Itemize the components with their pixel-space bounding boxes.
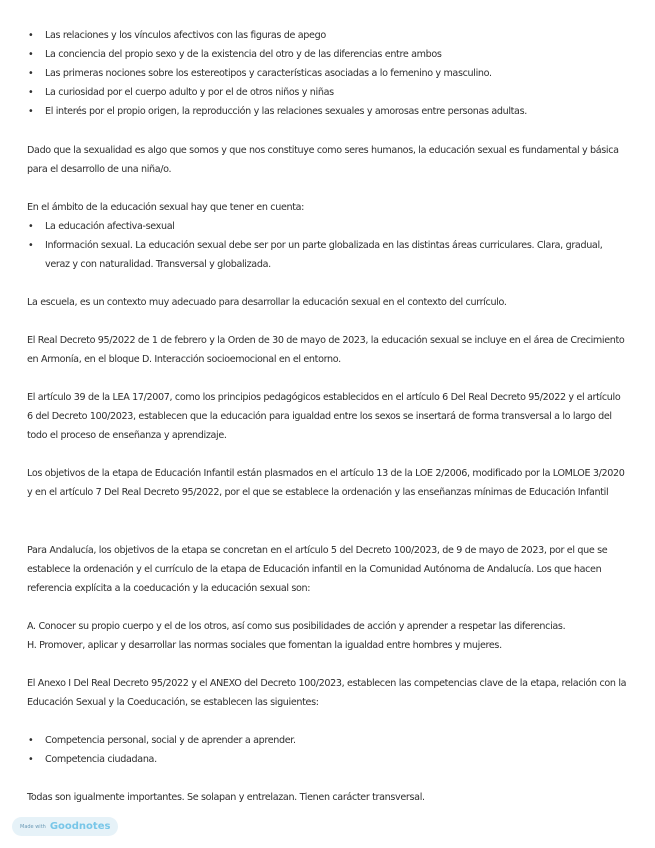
made-with-label: Made with [20,823,46,830]
paragraph-lea: El artículo 39 de la LEA 17/2007, como los principios pedagógicos establecidos en el artículo 6 Del Real Decreto 95/2022 y el artículo 6 del Decreto 100/2023, establecen que la educación para igualdad entre los sexos se insertará de forma transversal a lo largo del todo el proceso de enseñanza y aprendizaje. [27,392,621,441]
list-item: • La curiosidad por el cuerpo adulto y por el de otros niños y niñas [27,83,627,102]
paragraph-final: Todas son igualmente importantes. Se solapan y entrelazan. Tienen carácter transversal. [27,792,425,803]
goodnotes-badge [12,817,118,836]
paragraph-sexualidad: Dado que la sexualidad es algo que somos y que nos constituye como seres humanos, la educación sexual es fundamental y básica para el desarrollo de una niña/o. [27,145,619,175]
paragraph-anexo: El Anexo I Del Real Decreto 95/2022 y el ANEXO del Decreto 100/2023, establecen las competencias clave de la etapa, relación con la Educación Sexual y la Coeducación, se establecen las siguientes: [27,678,627,708]
paragraph-real-decreto: El Real Decreto 95/2022 de 1 de febrero y la Orden de 30 de mayo de 2023, la educación sexual se incluye en el área de Crecimiento en Armonía, en el bloque D. Interacción socioemocional en el entorno. [27,335,625,365]
competencias-list [27,731,627,769]
goodnotes-logo: Goodnotes [49,821,111,832]
list-item: • La educación afectiva-sexual [27,217,627,236]
paragraph-objetivos: Los objetivos de la etapa de Educación Infantil están plasmados en el artículo 13 de la LOE 2/2006, modificado por la LOMLOE 3/2020 y en el artículo 7 Del Real Decreto 95/2022, por el que se establece la ordenación y las enseñanzas mínimas de Educación Infantil [27,468,625,498]
list-item: • La conciencia del propio sexo y de la existencia del otro y de las diferencias entre ambos [27,45,627,64]
list-item: • Las primeras nociones sobre los estereotipos y características asociadas a lo femenino y masculino. [27,64,627,83]
paragraph-andalucia: Para Andalucía, los objetivos de la etapa se concretan en el artículo 5 del Decreto 100/2023, de 9 de mayo de 2023, por el que se establece la ordenación y el currículo de la etapa de Educación infantil en la Comunidad Autónoma de Andalucía. Los que hacen referencia explícita a la coeducación y la educación sexual son: [27,545,608,594]
list-item: • Competencia ciudadana. [27,750,627,769]
intro-list [27,26,627,121]
paragraph-escuela: La escuela, es un contexto muy adecuado para desarrollar la educación sexual en el contexto del currículo. [27,297,507,308]
list-item: • Las relaciones y los vínculos afectivos con las figuras de apego [27,26,627,45]
list-item: • Competencia personal, social y de aprender a aprender. [27,731,627,750]
ambito-heading: En el ámbito de la educación sexual hay que tener en cuenta: [27,202,305,213]
objective-h: H. Promover, aplicar y desarrollar las normas sociales que fomentan la igualdad entre hombres y mujeres. [27,640,502,651]
objective-a: A. Conocer su propio cuerpo y el de los otros, así como sus posibilidades de acción y aprender a respetar las diferencias. [27,621,566,632]
ambito-list [27,217,627,274]
list-item: • Información sexual. La educación sexual debe ser por un parte globalizada en las distintas áreas curriculares. Clara, gradual, veraz y con naturalidad. Transversal y globalizada. [27,236,627,274]
list-item: • El interés por el propio origen, la reproducción y las relaciones sexuales y amorosas entre personas adultas. [27,102,627,121]
